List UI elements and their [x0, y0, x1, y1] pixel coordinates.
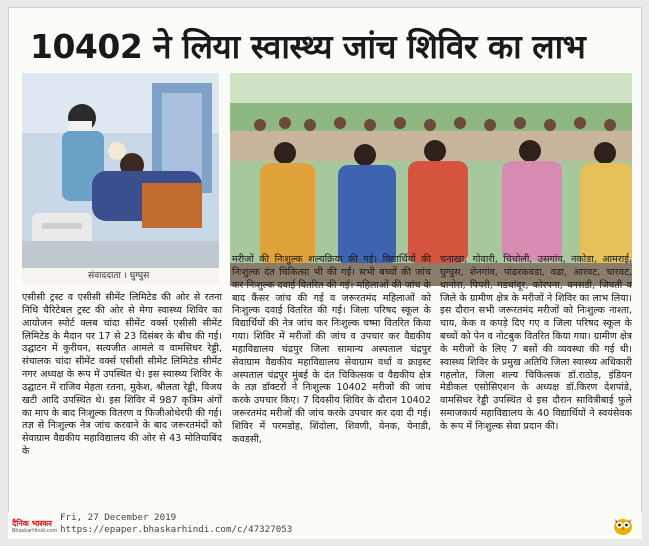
photo-caption: संवाददाता । घुग्घुस	[22, 268, 219, 284]
article-column-1	[22, 292, 222, 506]
article-text: चनाखा, गोवारी, चिचोली, उसगांव, नकोडा, आमराई, घुग्घुस, शेनगांव, पांढरकवडा, वढा, आरवट, चारवट, धानोरा, पिपरी, गडचांदूर, कोरपना, वनसडी, जिवती व जिले के ग्रामीण क्षेत्र के मरीजों ने शिविर का लाभ लिया। इस दौरान सभी जरूरतमंद मरीजों को निःशुल्क नाश्ता, चाय, केक व कपड़े दिए गए व जिला परिषद स्कूल के बच्चों को पेन व नोटबुक वितरित किया गया। ग्रामीण क्षेत्र के मरीजों के लिए 7 बसों की व्यवस्था की गई थी। स्वास्थ्य शिविर के प्रमुख अतिथि जिला स्वास्थ्य अधिकारी गहलोत, जिला शल्य चिकित्सक डॉ.राठोड़, इंडियन मेडीकल एसोसिएशन के अध्यक्ष डॉ.किरण देशपांडे, वामसिधर रेड्डी उपस्थित थे इस दौरान सावित्रीबाई फुले समाजकार्य महाविद्यालय के 40 विद्यार्थियों ने स्वयंसेवक के रूप में निःशुल्क सेवा प्रदान की।	[440, 254, 632, 432]
source-url[interactable]: https://epaper.bhaskarhindi.com/c/47327053	[60, 524, 293, 535]
dental-camp-illustration	[22, 73, 219, 284]
brand-name: दैनिक भास्कर	[12, 519, 52, 528]
article-text: एसीसी ट्रस्ट व एसीसी सीमेंट लिमिटेड की ओर से रतना निधि चैरिटेबल ट्रस्ट की ओर से मेगा स्वास्थ्य शिविर का आयोजन स्पोर्ट क्लब चांदा सीमेंट वर्क्स एसीसी सीमेंट लिमिटेड के मैदान पर 17 से 23 दिसंबर के बीच की गई। उद्घाटन में कुरीयन, सत्यजीत आमले व वामसिधर रेड्डी, संचालक चांदा सीमेंट वर्क्स एसीसी सीमेंट लिमिटेड सीमेंट नगर अध्यक्ष के रूप में उपस्थित थे। इस स्वास्थ्य शिविर के उद्घाटन में राजिव मेहता रतना, मुकेश, श्रीलता रेड्डी, विजय खटी आदि उपस्थित थे। इस शिविर में 987 कृत्रिम अंगों का माप के बाद निःशुल्क वितरण व फिजीओथेरपी की गई। तज्ञ से निःशुल्क नेत्र जांच करवाने के बाद जरूरतमंदों को सेवाग्राम वैद्यकीय महाविद्यालय की ओर से 43 मोतियाबिंद के	[22, 292, 222, 458]
publish-date: Fri, 27 December 2019	[60, 512, 177, 523]
brand-subtitle: BhaskarHindi.com	[12, 528, 58, 534]
headline: 10402 ने लिया स्वास्थ्य जांच शिविर का लाभ	[30, 27, 586, 66]
article-column-3	[440, 254, 632, 508]
owl-mascot-icon	[612, 514, 634, 536]
article-text: मरीजों की निःशुल्क शल्यक्रिया की गई। विद्यार्थियों की निःशुल्क दंत चिकित्सा भी की गई। सभी बच्चों की जांच कर निःशुल्क दवाई वितरित की गई। महिलाओं की जांच के बाद कैंसर जांच की गई व जरूरतमंद महिलाओं को निःशुल्क दवाई वितरित की गई। जिला परिषद स्कूल के विद्यार्थियों की नेत्र जांच कर निःशुल्क चष्मा वितरित किया गया। शिविर में मरीजों की जांच व उपचार कर वैद्यकीय महाविद्यालय चंद्रपुर जिला सामान्य अस्पताल चंद्रपुर सेवाग्राम वैद्यकीय महाविद्यालय सेवाग्राम वर्धा व क्राइस्ट अस्पताल चंद्रपुर मुंबई के दंत चिकित्सक व वैद्यकीय क्षेत्र के तज्ञ डॉक्टरों ने निःशुल्क 10402 मरीजों की जांच करके उपचार किए। 7 दिवसीय शिविर के दौरान 10402 जरूरतमंद मरीजों की जांच करके उपचार कर दवा दी गई। शिविर में परमडोह, शिंदोला, शिवणी, येनक, येनाडी, कवडसी,	[232, 254, 431, 445]
brand-logo	[12, 519, 56, 535]
dental-camp-photo	[22, 73, 219, 284]
article-column-2	[232, 254, 431, 506]
